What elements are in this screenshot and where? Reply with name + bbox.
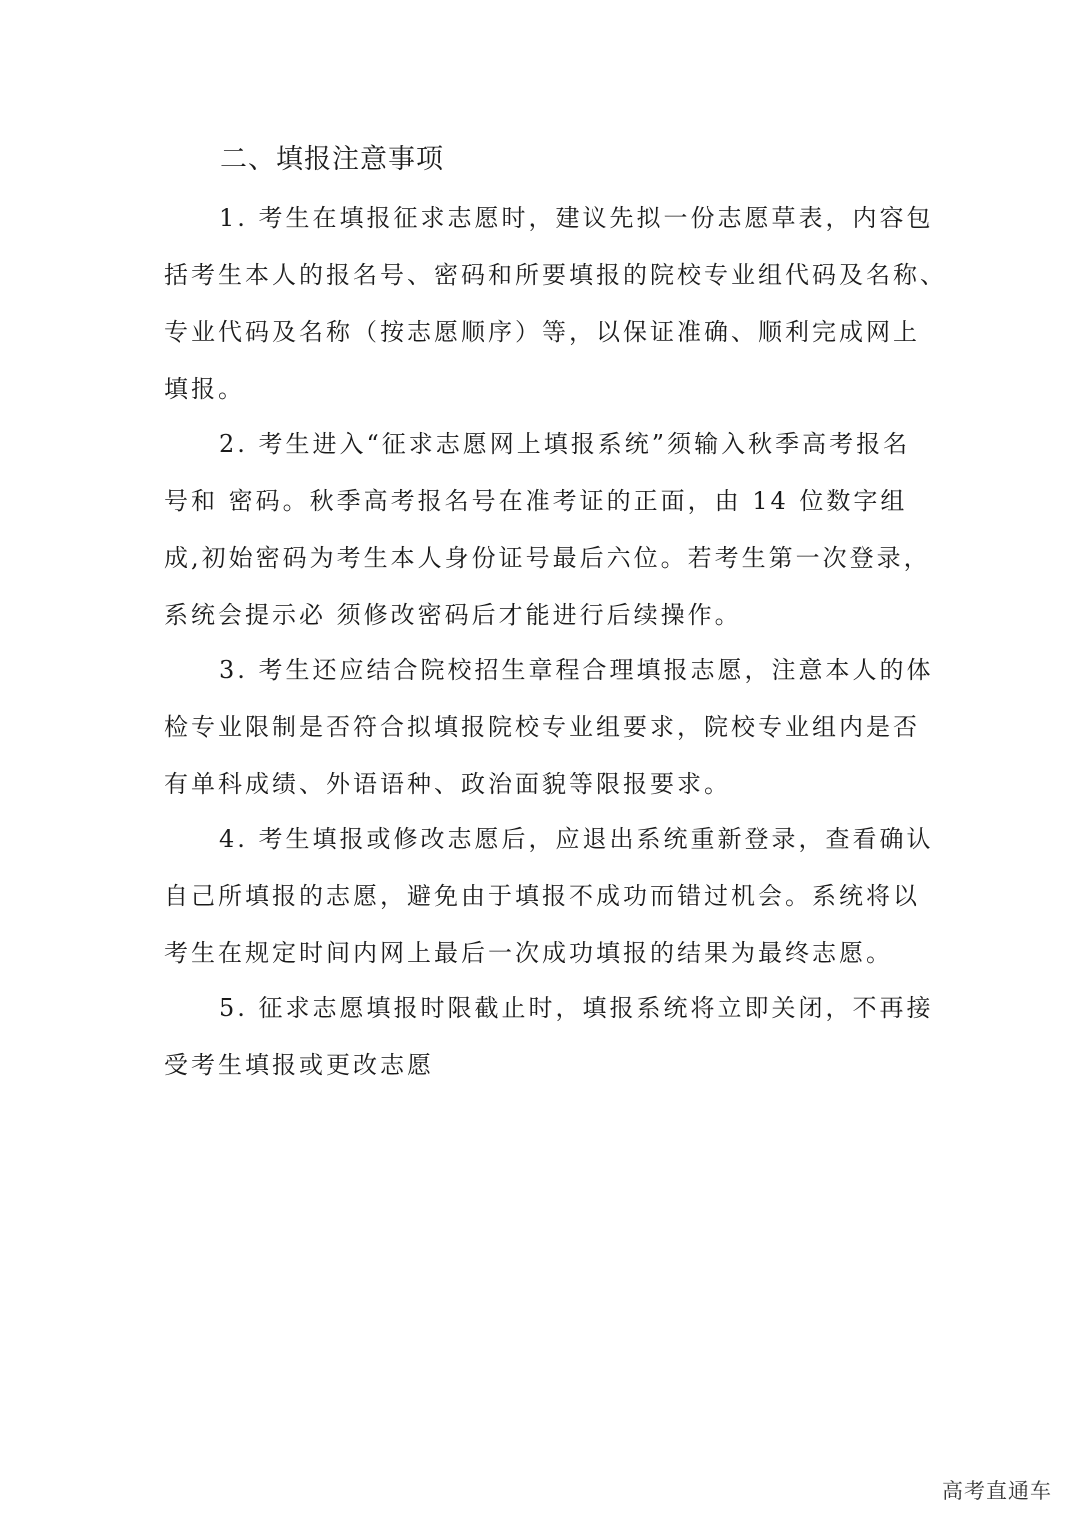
paragraph-line: 5. 征求志愿填报时限截止时，填报系统将立即关闭，不再接 (219, 994, 934, 1022)
paragraph-4 (164, 811, 934, 982)
paragraph-line: 系统会提示必 须修改密码后才能进行后续操作。 (164, 601, 742, 629)
paragraph-line: 号和 密码。秋季高考报名号在准考证的正面，由 14 位数字组 (164, 487, 908, 515)
paragraph-line: 考生在规定时间内网上最后一次成功填报的结果为最终志愿。 (164, 939, 893, 967)
paragraph-line: 1. 考生在填报征求志愿时，建议先拟一份志愿草表，内容包 (219, 204, 934, 232)
section-heading: 二、填报注意事项 (220, 144, 444, 175)
paragraph-line: 填报。 (164, 375, 245, 403)
paragraph-line: 自己所填报的志愿，避免由于填报不成功而错过机会。系统将以 (164, 882, 920, 910)
paragraph-line: 括考生本人的报名号、密码和所要填报的院校专业组代码及名称、 (164, 261, 947, 289)
watermark-label: 高考直通车 (942, 1479, 1052, 1503)
paragraph-line: 3. 考生还应结合院校招生章程合理填报志愿，注意本人的体 (219, 656, 934, 684)
paragraph-2 (164, 416, 931, 644)
paragraph-5 (164, 980, 934, 1094)
paragraph-line: 4. 考生填报或修改志愿后，应退出系统重新登录，查看确认 (219, 825, 934, 853)
paragraph-1 (164, 190, 947, 418)
paragraph-line: 检专业限制是否符合拟填报院校专业组要求，院校专业组内是否 (164, 713, 920, 741)
paragraph-line: 2. 考生进入“征求志愿网上填报系统”须输入秋季高考报名 (219, 430, 911, 458)
paragraph-3 (164, 642, 934, 813)
paragraph-line: 成,初始密码为考生本人身份证号最后六位。若考生第一次登录， (164, 544, 931, 572)
paragraph-line: 受考生填报或更改志愿 (164, 1051, 434, 1079)
paragraph-line: 有单科成绩、外语语种、政治面貌等限报要求。 (164, 770, 731, 798)
paragraph-line: 专业代码及名称（按志愿顺序）等，以保证准确、顺利完成网上 (164, 318, 920, 346)
